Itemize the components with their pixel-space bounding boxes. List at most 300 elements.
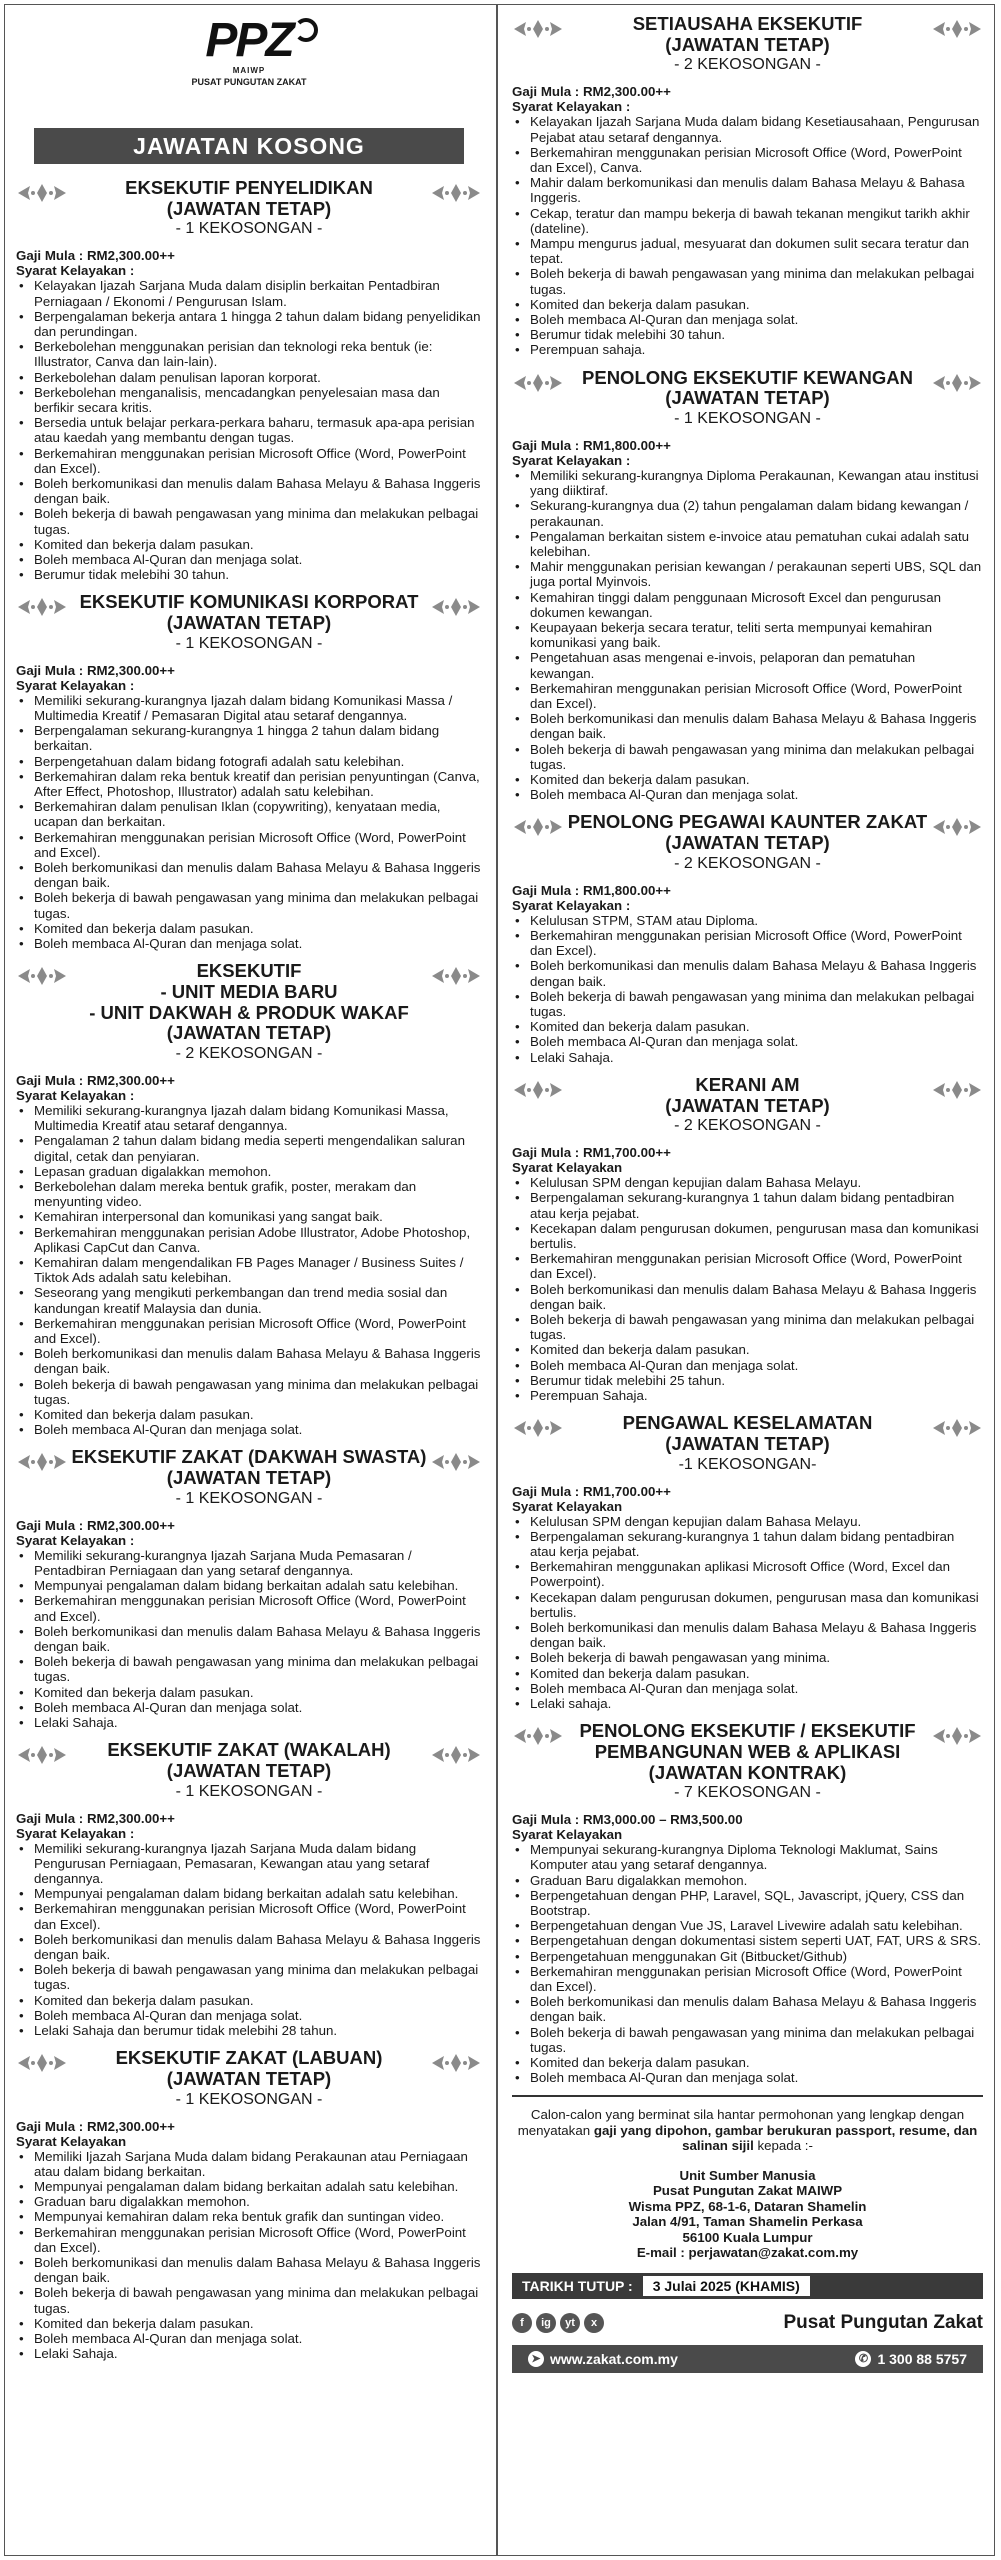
requirement-item: • Komited dan bekerja dalam pasukan. <box>512 772 983 787</box>
requirement-item: • Boleh bekerja di bawah pengawasan yang minima dan melakukan pelbagai tugas. <box>16 890 482 920</box>
salary-prefix: Gaji Mula : <box>512 1483 583 1499</box>
requirement-item: • Berpengetahuan dengan PHP, Laravel, SQL, Javascript, jQuery, CSS dan Bootstrap. <box>512 1888 983 1918</box>
job-title: EKSEKUTIF KOMUNIKASI KORPORAT <box>79 591 419 613</box>
job-header <box>512 368 983 428</box>
requirements-list <box>16 1103 482 1437</box>
contact-line: Pusat Pungutan Zakat MAIWP <box>652 2183 843 2199</box>
job-listing <box>16 2048 482 2361</box>
requirement-item: • Berkemahiran menggunakan perisian Microsoft Office (Word, PowerPoint dan Excel). <box>512 681 983 711</box>
job-salary <box>512 84 983 99</box>
facebook-icon[interactable]: f <box>512 2313 532 2333</box>
requirement-item: • Berumur tidak melebihi 25 tahun. <box>512 1373 983 1388</box>
requirement-item: • Berkemahiran menggunakan perisian Microsoft Office (Word, PowerPoint and Excel). <box>16 1316 482 1346</box>
requirements-list <box>16 278 482 582</box>
ornament-icon <box>430 1744 482 1766</box>
requirement-item: • Memiliki sekurang-kurangnya Ijazah Sarjana Muda dalam bidang Pengurusan Perniagaan, Pemasaran, Kewangan atau yang setaraf dengannya. <box>16 1841 482 1887</box>
requirement-item: • Boleh membaca Al-Quran dan menjaga solat. <box>16 552 482 567</box>
requirements-list <box>16 1841 482 2039</box>
logo-sub: MAIWP <box>232 66 266 75</box>
requirement-item: • Bersedia untuk belajar perkara-perkara baharu, termasuk apa-apa perisian atau kaedah yang membantu dengan tugas. <box>16 415 482 445</box>
job-vacancy-count: - 2 KEKOSONGAN - <box>674 854 821 872</box>
requirements-label: Syarat Kelayakan : <box>16 1825 135 1841</box>
requirement-item: • Berumur tidak melebihi 30 tahun. <box>512 327 983 342</box>
youtube-icon[interactable]: yt <box>560 2313 580 2333</box>
salary-value: RM3,000.00 – RM3,500.00 <box>582 1812 743 1828</box>
ornament-icon <box>430 965 482 987</box>
requirement-item: • Boleh membaca Al-Quran dan menjaga solat. <box>16 2331 482 2346</box>
instagram-icon[interactable]: ig <box>536 2313 556 2333</box>
requirements-label: Syarat Kelayakan <box>512 1498 623 1514</box>
requirement-item: • Boleh berkomunikasi dan menulis dalam Bahasa Melayu & Bahasa Inggeris dengan baik. <box>16 476 482 506</box>
requirement-item: • Mampu mengurus jadual, mesyuarat dan dokumen sulit secara teratur dan tepat. <box>512 236 983 266</box>
ornament-icon <box>512 372 564 394</box>
job-title: EKSEKUTIF ZAKAT (LABUAN) <box>115 2047 383 2069</box>
requirement-item: • Mempunyai pengalaman dalam bidang berkaitan adalah satu kelebihan. <box>16 2179 482 2194</box>
job-type: (JAWATAN TETAP) <box>665 33 830 55</box>
job-type: (JAWATAN TETAP) <box>166 2067 332 2089</box>
job-vacancy-count: - 1 KEKOSONGAN - <box>674 410 821 428</box>
requirement-item: • Berpengalaman sekurang-kurangnya 1 tahun dalam bidang pentadbiran atau kerja pejabat. <box>512 1529 983 1559</box>
requirement-item: • Berkemahiran menggunakan perisian Microsoft Office (Word, PowerPoint dan Excel). <box>512 928 983 958</box>
requirement-item: • Berkebolehan menganalisis, mencadangkan penyelesaian masa dan berfikir secara kritis. <box>16 385 482 415</box>
ornament-icon <box>512 18 564 40</box>
job-salary <box>16 663 482 678</box>
requirement-item: • Berkemahiran menggunakan perisian Microsoft Office (Word, PowerPoint dan Excel), Canva. <box>512 145 983 175</box>
job-title: PENOLONG EKSEKUTIF / EKSEKUTIF <box>579 1720 916 1742</box>
requirement-item: • Kelulusan SPM dengan kepujian dalam Bahasa Melayu. <box>512 1175 983 1190</box>
x-icon[interactable]: x <box>584 2313 604 2333</box>
job-salary <box>512 883 983 898</box>
job-vacancy-count: - 1 KEKOSONGAN - <box>175 1782 323 1800</box>
requirement-item: • Boleh berkomunikasi dan menulis dalam Bahasa Melayu & Bahasa Inggeris dengan baik. <box>512 958 983 988</box>
requirement-item: • Berpengalaman sekurang-kurangnya 1 tahun dalam bidang pentadbiran atau kerja pejabat. <box>512 1190 983 1220</box>
requirements-list <box>16 1548 482 1730</box>
requirement-item: • Pengalaman 2 tahun dalam bidang media seperti mengendalikan saluran digital, cetak dan penyiaran. <box>16 1133 482 1163</box>
salary-prefix: Gaji Mula : <box>16 1810 87 1826</box>
social-icons <box>512 2313 604 2333</box>
requirement-item: • Boleh bekerja di bawah pengawasan yang minima dan melakukan pelbagai tugas. <box>16 2285 482 2315</box>
right-job-list <box>512 14 983 2085</box>
requirement-item: • Memiliki sekurang-kurangnya Ijazah dalam bidang Komunikasi Massa / Multimedia Kreatif / Pemasaran Digital atau setaraf dengannya. <box>16 693 482 723</box>
salary-value: RM2,300.00++ <box>86 2118 175 2134</box>
requirement-item: • Kelayakan Ijazah Sarjana Muda dalam bidang Kesetiausahaan, Pengurusan Pejabat atau setaraf dengannya. <box>512 114 983 144</box>
salary-value: RM2,300.00++ <box>86 1072 175 1088</box>
requirement-item: • Kelulusan SPM dengan kepujian dalam Bahasa Melayu. <box>512 1514 983 1529</box>
requirement-item: • Boleh berkomunikasi dan menulis dalam Bahasa Melayu & Bahasa Inggeris dengan baik. <box>16 1346 482 1376</box>
requirement-item: • Berumur tidak melebihi 30 tahun. <box>16 567 482 582</box>
job-salary <box>16 1518 482 1533</box>
logo-text: PPZ <box>205 14 293 67</box>
ornament-icon <box>430 2052 482 2074</box>
requirements-list <box>512 1514 983 1712</box>
requirement-item: • Berpengetahuan dengan Vue JS, Laravel Livewire adalah satu kelebihan. <box>512 1918 983 1933</box>
salary-prefix: Gaji Mula : <box>512 1812 583 1828</box>
job-listing <box>512 14 983 358</box>
job-header <box>16 592 482 652</box>
requirements-label: Syarat Kelayakan : <box>16 1087 135 1103</box>
requirement-item: • Boleh berkomunikasi dan menulis dalam Bahasa Melayu & Bahasa Inggeris dengan baik. <box>512 1994 983 2024</box>
footer-bar <box>512 2345 983 2373</box>
job-listing <box>16 592 482 951</box>
phone-icon: ✆ <box>855 2351 871 2367</box>
ornament-icon <box>430 182 482 204</box>
requirement-item: • Kemahiran tinggi dalam penggunaan Microsoft Excel dan pengurusan dokumen kewangan. <box>512 590 983 620</box>
ornament-icon <box>16 2052 68 2074</box>
job-type: (JAWATAN TETAP) <box>166 1022 332 1044</box>
requirement-item: • Berkebolehan menggunakan perisian dan teknologi reka bentuk (ie: Illustrator, Canva dan lain-lain). <box>16 339 482 369</box>
requirement-item: • Komited dan bekerja dalam pasukan. <box>512 297 983 312</box>
requirement-item: • Komited dan bekerja dalam pasukan. <box>16 921 482 936</box>
job-listing <box>512 368 983 803</box>
job-header <box>16 178 482 238</box>
requirement-item: • Berkemahiran dalam reka bentuk kreatif dan perisian penyuntingan (Canva, After Effect, Photoshop, Illustrator) adalah satu kelebihan. <box>16 769 482 799</box>
salary-prefix: Gaji Mula : <box>512 437 583 453</box>
requirement-item: • Berkemahiran menggunakan perisian Microsoft Office (Word, PowerPoint and Excel). <box>16 830 482 860</box>
job-salary <box>16 2119 482 2134</box>
requirement-item: • Komited dan bekerja dalam pasukan. <box>16 537 482 552</box>
job-title: EKSEKUTIF <box>196 960 302 982</box>
salary-value: RM1,700.00++ <box>582 1483 671 1499</box>
job-header <box>16 1740 482 1800</box>
salary-prefix: Gaji Mula : <box>16 1072 87 1088</box>
requirement-item: • Komited dan bekerja dalam pasukan. <box>16 1407 482 1422</box>
salary-value: RM2,300.00++ <box>582 84 671 100</box>
ornament-icon <box>512 1079 564 1101</box>
requirement-item: • Mempunyai kemahiran dalam reka bentuk grafik dan suntingan video. <box>16 2209 482 2224</box>
job-title: - UNIT MEDIA BARU <box>160 980 338 1002</box>
requirement-item: • Boleh bekerja di bawah pengawasan yang minima dan melakukan pelbagai tugas. <box>512 989 983 1019</box>
requirement-item: • Boleh bekerja di bawah pengawasan yang minima dan melakukan pelbagai tugas. <box>16 1377 482 1407</box>
requirement-item: • Kecekapan dalam pengurusan dokumen, pengurusan masa dan komunikasi bertulis. <box>512 1590 983 1620</box>
contact-address <box>512 2168 983 2261</box>
requirements-label: Syarat Kelayakan : <box>16 263 135 279</box>
requirements-list <box>512 913 983 1065</box>
requirement-item: • Boleh bekerja di bawah pengawasan yang minima dan melakukan pelbagai tugas. <box>512 742 983 772</box>
requirement-item: • Lepasan graduan digalakkan memohon. <box>16 1164 482 1179</box>
ornament-icon <box>16 1451 68 1473</box>
requirement-item: • Seseorang yang mengikuti perkembangan dan trend media sosial dan kandungan kreatif Malaysia dan dunia. <box>16 1285 482 1315</box>
requirement-item: • Berkemahiran dalam penulisan Iklan (copywriting), kenyataan media, ucapan dan berkaitan. <box>16 799 482 829</box>
requirement-item: • Boleh membaca Al-Quran dan menjaga solat. <box>512 2070 983 2085</box>
job-salary <box>512 1145 983 1160</box>
requirement-item: • Boleh membaca Al-Quran dan menjaga solat. <box>16 1422 482 1437</box>
requirement-item: • Berkebolehan dalam mereka bentuk grafik, poster, merakam dan menyunting video. <box>16 1179 482 1209</box>
requirement-item: • Boleh bekerja di bawah pengawasan yang minima dan melakukan pelbagai tugas. <box>512 266 983 296</box>
page-title-banner: JAWATAN KOSONG <box>34 128 464 164</box>
job-type: (JAWATAN TETAP) <box>166 612 332 634</box>
closing-label: TARIKH TUTUP : <box>522 2277 633 2294</box>
requirement-item: • Lelaki sahaja. <box>512 1696 983 1711</box>
ornament-icon <box>16 596 68 618</box>
requirements-list <box>512 468 983 802</box>
requirement-item: • Komited dan bekerja dalam pasukan. <box>16 1993 482 2008</box>
salary-prefix: Gaji Mula : <box>16 1517 87 1533</box>
job-vacancy-count: - 2 KEKOSONGAN - <box>175 1045 323 1063</box>
requirements-label: Syarat Kelayakan : <box>512 99 631 115</box>
requirement-item: • Boleh berkomunikasi dan menulis dalam Bahasa Melayu & Bahasa Inggeris dengan baik. <box>512 1620 983 1650</box>
job-type: (JAWATAN TETAP) <box>166 197 332 219</box>
job-type: (JAWATAN TETAP) <box>166 1467 332 1489</box>
requirement-item: • Mempunyai pengalaman dalam bidang berkaitan adalah satu kelebihan. <box>16 1578 482 1593</box>
salary-value: RM2,300.00++ <box>86 1810 175 1826</box>
ornament-icon <box>430 596 482 618</box>
salary-value: RM1,700.00++ <box>582 1145 671 1161</box>
job-type: (JAWATAN TETAP) <box>665 1094 830 1116</box>
requirement-item: • Komited dan bekerja dalam pasukan. <box>512 1342 983 1357</box>
requirement-item: • Boleh membaca Al-Quran dan menjaga solat. <box>16 1700 482 1715</box>
job-title: PENOLONG PEGAWAI KAUNTER ZAKAT <box>567 811 928 833</box>
job-listing <box>16 1447 482 1730</box>
job-vacancy-count: - 1 KEKOSONGAN - <box>175 220 323 238</box>
requirement-item: • Kemahiran interpersonal dan komunikasi yang sangat baik. <box>16 1209 482 1224</box>
requirement-item: • Boleh membaca Al-Quran dan menjaga solat. <box>512 1681 983 1696</box>
ornament-icon <box>931 372 983 394</box>
requirements-label: Syarat Kelayakan <box>16 2133 127 2149</box>
requirement-item: • Graduan Baru digalakkan memohon. <box>512 1873 983 1888</box>
requirements-label: Syarat Kelayakan <box>512 1827 623 1843</box>
apply-text-a: Calon-calon yang berminat sila hantar permohonan yang lengkap dengan menyatakan <box>517 2107 965 2138</box>
logo-swirl-icon <box>294 18 318 42</box>
left-job-list <box>16 178 482 2361</box>
job-salary <box>512 1484 983 1499</box>
ornament-icon <box>16 965 68 987</box>
requirement-item: • Berkemahiran menggunakan perisian Microsoft Office (Word, PowerPoint dan Excel). <box>512 1964 983 1994</box>
requirements-label: Syarat Kelayakan : <box>16 677 135 693</box>
requirement-item: • Kecekapan dalam pengurusan dokumen, pengurusan masa dan komunikasi bertulis. <box>512 1221 983 1251</box>
requirement-item: • Boleh membaca Al-Quran dan menjaga solat. <box>512 312 983 327</box>
requirement-item: • Boleh membaca Al-Quran dan menjaga solat. <box>512 1358 983 1373</box>
salary-prefix: Gaji Mula : <box>512 1145 583 1161</box>
job-header <box>512 1413 983 1473</box>
job-title: EKSEKUTIF PENYELIDIKAN <box>125 177 373 198</box>
requirements-list <box>16 693 482 951</box>
salary-prefix: Gaji Mula : <box>16 662 87 678</box>
ppz-logo <box>16 0 482 116</box>
closing-date-bar <box>512 2273 983 2299</box>
job-header <box>512 1075 983 1135</box>
job-listing <box>16 1740 482 2038</box>
right-column <box>498 0 995 2560</box>
job-salary <box>16 248 482 263</box>
requirement-item: • Mahir dalam berkomunikasi dan menulis dalam Bahasa Melayu & Bahasa Inggeris. <box>512 175 983 205</box>
contact-email[interactable]: E-mail : perjawatan@zakat.com.my <box>636 2245 859 2261</box>
job-salary <box>16 1811 482 1826</box>
job-listing <box>512 812 983 1064</box>
phone-link[interactable] <box>855 2351 967 2367</box>
requirement-item: • Perempuan sahaja. <box>512 342 983 357</box>
requirement-item: • Komited dan bekerja dalam pasukan. <box>16 1685 482 1700</box>
closing-date: 3 Julai 2025 (KHAMIS) <box>643 2276 810 2296</box>
job-vacancy-count: - 2 KEKOSONGAN - <box>674 1117 821 1135</box>
requirement-item: • Boleh bekerja di bawah pengawasan yang minima dan melakukan pelbagai tugas. <box>512 2025 983 2055</box>
salary-value: RM2,300.00++ <box>86 662 175 678</box>
requirement-item: • Graduan baru digalakkan memohon. <box>16 2194 482 2209</box>
job-title: PENGAWAL KESELAMATAN <box>622 1412 873 1434</box>
job-title: SETIAUSAHA EKSEKUTIF <box>632 13 863 34</box>
requirement-item: • Boleh membaca Al-Quran dan menjaga solat. <box>16 936 482 951</box>
apply-text-c: kepada :- <box>753 2138 813 2154</box>
requirement-item: • Komited dan bekerja dalam pasukan. <box>512 1019 983 1034</box>
requirements-label: Syarat Kelayakan <box>512 1160 623 1176</box>
job-type: (JAWATAN TETAP) <box>166 1759 332 1781</box>
requirements-list <box>512 1175 983 1403</box>
requirement-item: • Komited dan bekerja dalam pasukan. <box>512 1666 983 1681</box>
requirement-item: • Kemahiran dalam mengendalikan FB Pages Manager / Business Suites / Tiktok Ads adalah satu kelebihan. <box>16 1255 482 1285</box>
job-title: - UNIT DAKWAH & PRODUK WAKAF <box>89 1001 409 1023</box>
ornament-icon <box>931 1079 983 1101</box>
requirement-item: • Kelayakan Ijazah Sarjana Muda dalam disiplin berkaitan Pentadbiran Perniagaan / Ekonomi / Pengurusan Islam. <box>16 278 482 308</box>
job-listing <box>16 178 482 582</box>
requirement-item: • Boleh membaca Al-Quran dan menjaga solat. <box>16 2008 482 2023</box>
requirements-label: Syarat Kelayakan : <box>512 897 631 913</box>
requirement-item: • Mahir menggunakan perisian kewangan / perakaunan seperti UBS, SQL dan juga portal Myinvois. <box>512 559 983 589</box>
requirement-item: • Lelaki Sahaja. <box>512 1050 983 1065</box>
requirement-item: • Mempunyai pengalaman dalam bidang berkaitan adalah satu kelebihan. <box>16 1886 482 1901</box>
ornament-icon <box>931 18 983 40</box>
requirement-item: • Lelaki Sahaja dan berumur tidak melebihi 28 tahun. <box>16 2023 482 2038</box>
salary-prefix: Gaji Mula : <box>16 2118 87 2134</box>
job-header <box>512 812 983 872</box>
requirement-item: • Boleh berkomunikasi dan menulis dalam Bahasa Melayu & Bahasa Inggeris dengan baik. <box>512 1282 983 1312</box>
ornament-icon <box>931 816 983 838</box>
job-type: (JAWATAN TETAP) <box>665 1432 830 1454</box>
job-listing <box>512 1413 983 1711</box>
job-header <box>16 961 482 1063</box>
requirement-item: • Boleh berkomunikasi dan menulis dalam Bahasa Melayu & Bahasa Inggeris dengan baik. <box>16 1624 482 1654</box>
job-title: PENOLONG EKSEKUTIF KEWANGAN <box>582 366 913 388</box>
application-instructions <box>512 2095 983 2154</box>
requirement-item: • Lelaki Sahaja. <box>16 2346 482 2361</box>
salary-value: RM2,300.00++ <box>86 248 175 264</box>
requirement-item: • Lelaki Sahaja. <box>16 1715 482 1730</box>
salary-prefix: Gaji Mula : <box>16 248 87 264</box>
requirement-item: • Berkemahiran menggunakan perisian Adobe Illustrator, Adobe Photoshop, Aplikasi CapCut dan Canva. <box>16 1225 482 1255</box>
requirement-item: • Berkemahiran menggunakan perisian Microsoft Office (Word, PowerPoint dan Excel). <box>16 1901 482 1931</box>
requirement-item: • Sekurang-kurangnya dua (2) tahun pengalaman dalam bidang kewangan / perakaunan. <box>512 498 983 528</box>
requirement-item: • Boleh bekerja di bawah pengawasan yang minima dan melakukan pelbagai tugas. <box>16 1654 482 1684</box>
requirement-item: • Berpengalaman sekurang-kurangnya 1 hingga 2 tahun dalam bidang berkaitan. <box>16 723 482 753</box>
requirement-item: • Boleh membaca Al-Quran dan menjaga solat. <box>512 787 983 802</box>
requirement-item: • Komited dan bekerja dalam pasukan. <box>512 2055 983 2070</box>
job-salary <box>512 1812 983 1827</box>
requirement-item: • Berkebolehan dalam penulisan laporan korporat. <box>16 370 482 385</box>
salary-value: RM2,300.00++ <box>86 1517 175 1533</box>
requirement-item: • Memiliki sekurang-kurangnya Ijazah Sarjana Muda Pemasaran / Pentadbiran Perniagaan dan yang setaraf dengannya. <box>16 1548 482 1578</box>
requirements-list <box>16 2149 482 2362</box>
requirement-item: • Boleh membaca Al-Quran dan menjaga solat. <box>512 1034 983 1049</box>
left-column <box>4 0 494 2560</box>
job-header <box>512 1721 983 1802</box>
requirement-item: • Kelulusan STPM, STAM atau Diploma. <box>512 913 983 928</box>
job-header <box>16 1447 482 1507</box>
requirement-item: • Keupayaan bekerja secara teratur, teliti serta mempunyai kemahiran komunikasi yang baik. <box>512 620 983 650</box>
job-vacancy-count: -1 KEKOSONGAN- <box>678 1455 817 1473</box>
job-vacancy-count: - 1 KEKOSONGAN - <box>175 634 323 652</box>
brand-name: Pusat Pungutan Zakat <box>783 2311 983 2333</box>
requirement-item: • Berkemahiran menggunakan perisian Microsoft Office (Word, PowerPoint dan Excel). <box>16 2225 482 2255</box>
ornament-icon <box>512 1417 564 1439</box>
requirement-item: • Perempuan Sahaja. <box>512 1388 983 1403</box>
logo-mark <box>194 16 304 66</box>
job-type: (JAWATAN TETAP) <box>665 832 830 854</box>
requirement-item: • Memiliki Ijazah Sarjana Muda dalam bidang Perakaunan atau Perniagaan atau dalam bidang berkaitan. <box>16 2149 482 2179</box>
requirement-item: • Boleh berkomunikasi dan menulis dalam Bahasa Melayu & Bahasa Inggeris dengan baik. <box>16 860 482 890</box>
job-title: EKSEKUTIF ZAKAT (WAKALAH) <box>107 1739 391 1761</box>
contact-line: 56100 Kuala Lumpur <box>682 2229 813 2245</box>
job-listing <box>16 961 482 1437</box>
job-title: EKSEKUTIF ZAKAT (DAKWAH SWASTA) <box>71 1446 427 1468</box>
requirement-item: • Pengetahuan asas mengenai e-invois, pelaporan dan pematuhan kewangan. <box>512 650 983 680</box>
requirements-list <box>512 1842 983 2085</box>
requirement-item: • Boleh bekerja di bawah pengawasan yang minima dan melakukan pelbagai tugas. <box>16 506 482 536</box>
website-link[interactable] <box>528 2351 678 2367</box>
website-text: www.zakat.com.my <box>550 2350 678 2367</box>
job-vacancy-count: - 2 KEKOSONGAN - <box>674 56 821 74</box>
ornament-icon <box>16 182 68 204</box>
requirement-item: • Berkemahiran menggunakan aplikasi Microsoft Office (Word, Excel dan Powerpoint). <box>512 1559 983 1589</box>
requirement-item: • Boleh berkomunikasi dan menulis dalam Bahasa Melayu & Bahasa Inggeris dengan baik. <box>16 1932 482 1962</box>
job-vacancy-count: - 7 KEKOSONGAN - <box>674 1784 821 1802</box>
requirement-item: • Boleh berkomunikasi dan menulis dalam Bahasa Melayu & Bahasa Inggeris dengan baik. <box>512 711 983 741</box>
job-listing <box>512 1075 983 1403</box>
salary-prefix: Gaji Mula : <box>512 882 583 898</box>
contact-line: Wisma PPZ, 68-1-6, Dataran Shamelin <box>628 2198 867 2214</box>
requirements-label: Syarat Kelayakan : <box>16 1532 135 1548</box>
requirement-item: • Berkemahiran menggunakan perisian Microsoft Office (Word, PowerPoint and Excel). <box>16 1593 482 1623</box>
contact-line: Jalan 4/91, Taman Shamelin Perkasa <box>632 2214 863 2230</box>
requirement-item: • Memiliki sekurang-kurangnya Diploma Perakaunan, Kewangan atau institusi yang diiktiraf. <box>512 468 983 498</box>
job-salary <box>512 438 983 453</box>
salary-prefix: Gaji Mula : <box>512 84 583 100</box>
requirement-item: • Boleh berkomunikasi dan menulis dalam Bahasa Melayu & Bahasa Inggeris dengan baik. <box>16 2255 482 2285</box>
job-title: KERANI AM <box>695 1073 800 1095</box>
ornament-icon <box>931 1417 983 1439</box>
globe-icon: ➤ <box>528 2351 544 2367</box>
ornament-icon <box>931 1725 983 1747</box>
requirement-item: • Berpengetahuan menggunakan Git (Bitbucket/Github) <box>512 1949 983 1964</box>
requirement-item: • Berpengetahuan dengan dokumentasi sistem seperti UAT, FAT, URS & SRS. <box>512 1933 983 1948</box>
requirement-item: • Berpengetahuan dalam bidang fotografi adalah satu kelebihan. <box>16 754 482 769</box>
ornament-icon <box>430 1451 482 1473</box>
job-type: (JAWATAN KONTRAK) <box>648 1761 847 1783</box>
job-header <box>512 14 983 74</box>
requirement-item: • Boleh bekerja di bawah pengawasan yang minima dan melakukan pelbagai tugas. <box>512 1312 983 1342</box>
ornament-icon <box>16 1744 68 1766</box>
brand-row <box>512 2309 983 2337</box>
requirements-label: Syarat Kelayakan : <box>512 452 631 468</box>
requirement-item: • Boleh bekerja di bawah pengawasan yang minima dan melakukan pelbagai tugas. <box>16 1962 482 1992</box>
logo-org: PUSAT PUNGUTAN ZAKAT <box>191 77 307 87</box>
job-salary <box>16 1073 482 1088</box>
job-vacancy-count: - 1 KEKOSONGAN - <box>175 1489 323 1507</box>
requirements-list <box>512 114 983 357</box>
ornament-icon <box>512 1725 564 1747</box>
salary-value: RM1,800.00++ <box>582 437 671 453</box>
requirement-item: • Cekap, teratur dan mampu bekerja di bawah tekanan mengikut tarikh akhir (dateline). <box>512 206 983 236</box>
ornament-icon <box>512 816 564 838</box>
requirement-item: • Mempunyai sekurang-kurangnya Diploma Teknologi Maklumat, Sains Komputer atau yang setaraf dengannya. <box>512 1842 983 1872</box>
phone-text: 1 300 88 5757 <box>877 2350 967 2367</box>
apply-text-b: gaji yang dipohon, gambar berukuran passport, resume, dan salinan sijil <box>593 2122 978 2154</box>
job-title: PEMBANGUNAN WEB & APLIKASI <box>594 1740 901 1762</box>
requirement-item: • Berpengalaman bekerja antara 1 hingga 2 tahun dalam bidang penyelidikan dan perundingan. <box>16 309 482 339</box>
job-header <box>16 2048 482 2108</box>
job-vacancy-count: - 1 KEKOSONGAN - <box>175 2090 323 2108</box>
requirement-item: • Pengalaman berkaitan sistem e-invoice atau pematuhan cukai adalah satu kelebihan. <box>512 529 983 559</box>
requirement-item: • Boleh bekerja di bawah pengawasan yang minima. <box>512 1650 983 1665</box>
salary-value: RM1,800.00++ <box>582 882 671 898</box>
job-listing <box>512 1721 983 2085</box>
